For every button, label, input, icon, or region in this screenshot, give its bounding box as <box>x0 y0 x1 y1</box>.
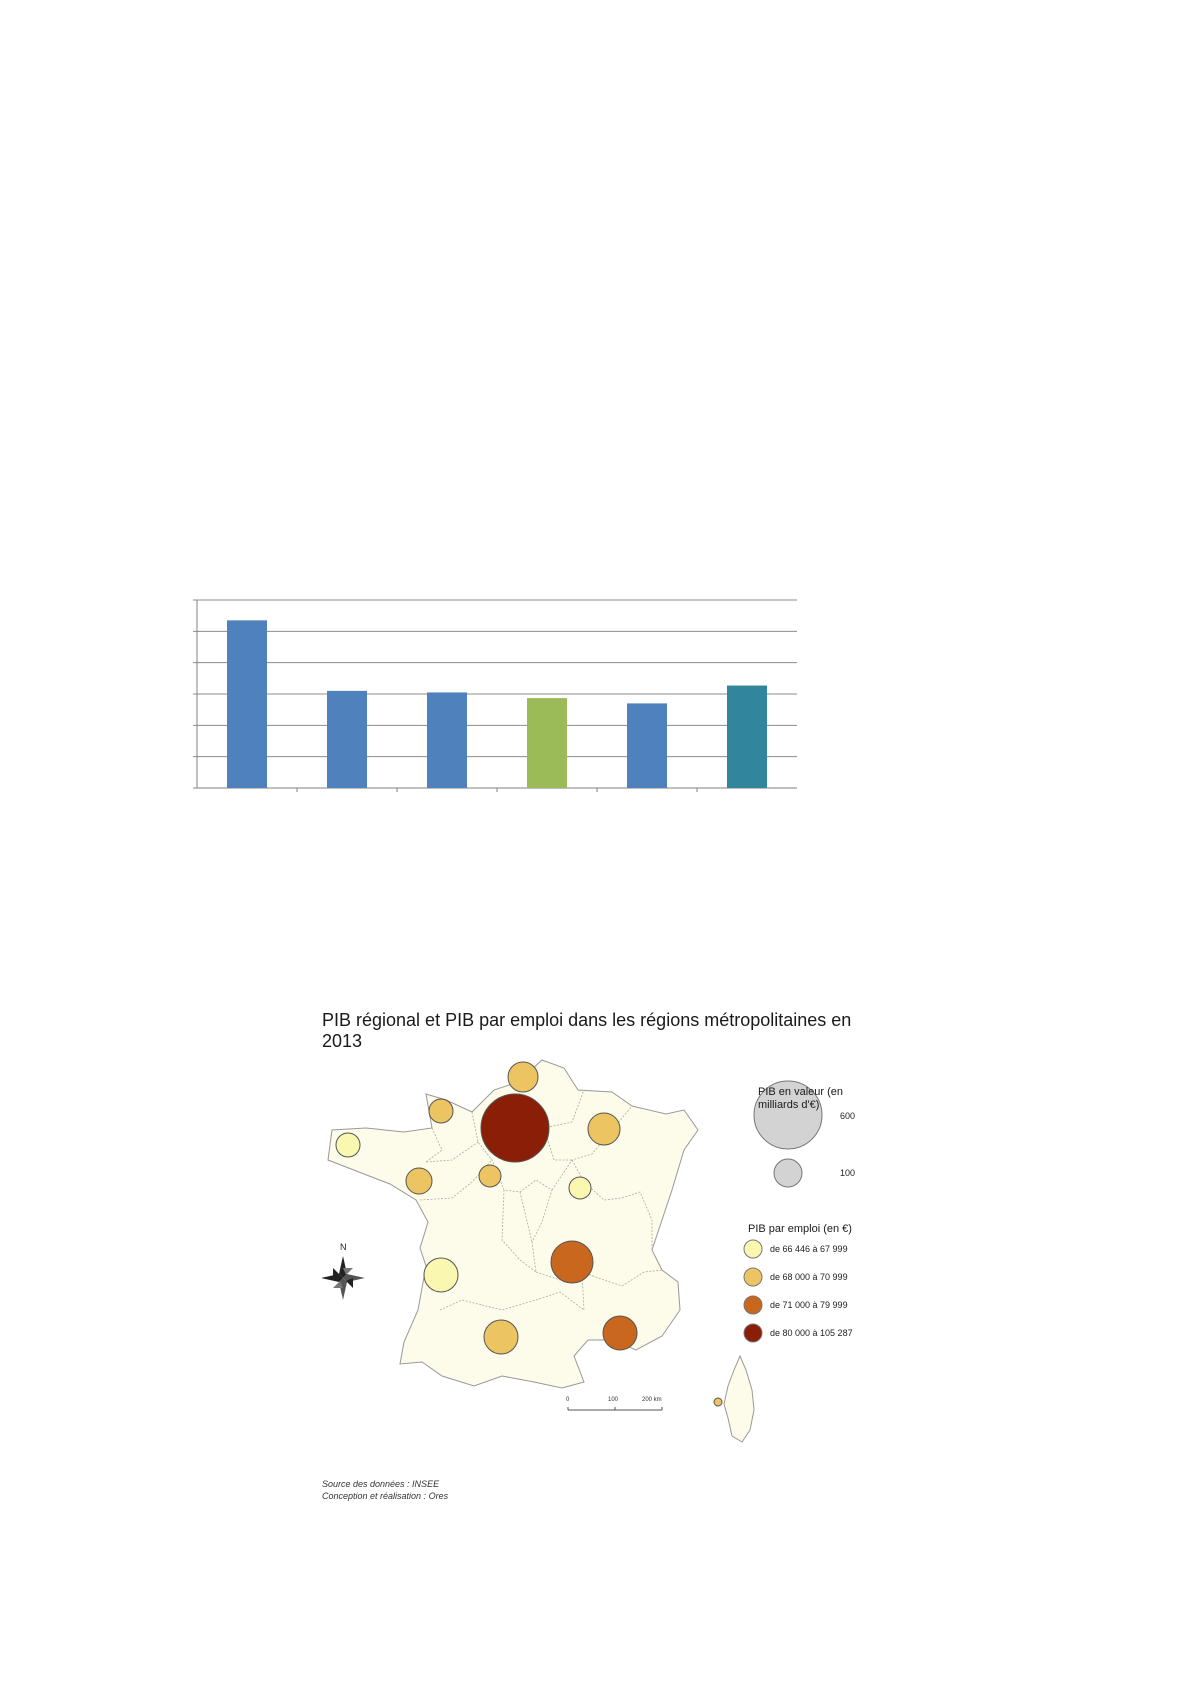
france-map <box>322 1010 882 1510</box>
bubble-nouvelle-aquitaine <box>424 1258 458 1292</box>
corsica-island <box>724 1356 754 1442</box>
bar-chart <box>185 590 805 800</box>
bubble-centre-val-de-loire <box>479 1165 501 1187</box>
source-credit: Source des données : INSEE <box>322 1479 440 1489</box>
color-legend-title: PIB par emploi (en €) <box>748 1223 852 1235</box>
bubble-pays-de-la-loire <box>406 1168 432 1194</box>
bar-1 <box>227 620 267 788</box>
author-credit: Conception et réalisation : Ores <box>322 1491 449 1501</box>
bubble-bourgogne-franche-comte <box>569 1177 591 1199</box>
bubble-ile-de-france <box>481 1094 549 1162</box>
bar-3 <box>427 692 467 788</box>
north-label: N <box>340 1242 347 1252</box>
color-legend-swatch-2 <box>744 1268 762 1286</box>
bubble-paca <box>603 1316 637 1350</box>
color-legend-label-2: de 68 000 à 70 999 <box>770 1272 848 1282</box>
scale-label-0: 0 <box>566 1397 570 1403</box>
scale-label-100: 100 <box>608 1397 619 1403</box>
scale-bar <box>566 1397 662 1410</box>
color-legend-label-1: de 66 446 à 67 999 <box>770 1244 848 1254</box>
map-figure <box>322 1010 882 1510</box>
north-arrow-icon <box>322 1242 365 1300</box>
color-legend <box>744 1240 853 1342</box>
bubble-grand-est <box>588 1113 620 1145</box>
bubble-bretagne <box>336 1133 360 1157</box>
color-legend-label-3: de 71 000 à 79 999 <box>770 1300 848 1310</box>
bubble-corse <box>714 1398 722 1406</box>
bar-6 <box>727 686 767 788</box>
map-title: PIB régional et PIB par emploi dans les régions métropolitaines en 2013 <box>322 1010 852 1051</box>
size-legend-title: PIB en valeur (en milliards d'€) <box>758 1086 843 1111</box>
bubble-hauts-de-france <box>508 1062 538 1092</box>
bar-5 <box>627 703 667 788</box>
bar-4 <box>527 698 567 788</box>
color-legend-swatch-1 <box>744 1240 762 1258</box>
color-legend-swatch-4 <box>744 1324 762 1342</box>
scale-label-200km: 200 km <box>642 1397 662 1403</box>
color-legend-swatch-3 <box>744 1296 762 1314</box>
size-legend-label-100: 100 <box>840 1168 856 1178</box>
bubble-occitanie <box>484 1320 518 1354</box>
bubble-auvergne-rhone-alpes <box>551 1241 593 1283</box>
chart-gridlines <box>193 600 797 788</box>
size-legend-circle-100 <box>774 1159 802 1187</box>
color-legend-label-4: de 80 000 à 105 287 <box>770 1328 853 1338</box>
chart-bars <box>227 620 767 788</box>
bar-2 <box>327 691 367 788</box>
size-legend-label-600: 600 <box>840 1111 856 1121</box>
bubble-normandie <box>429 1099 453 1123</box>
